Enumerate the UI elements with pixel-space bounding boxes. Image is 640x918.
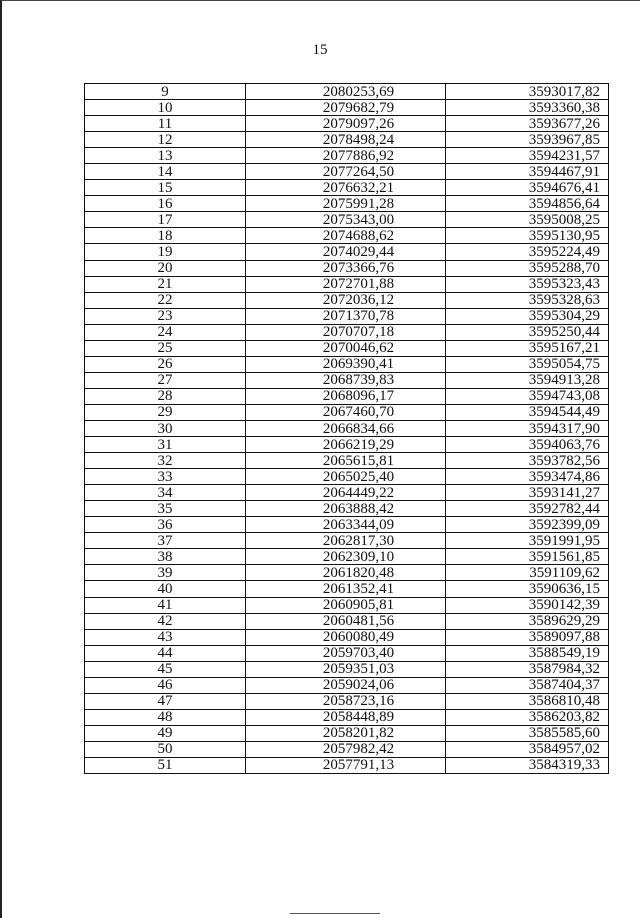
x-coordinate-cell: 2065025,40	[246, 469, 446, 485]
table-row	[85, 100, 609, 116]
table-row	[85, 372, 609, 388]
y-coordinate-cell: 3593677,26	[446, 116, 609, 132]
y-coordinate-cell: 3586810,48	[446, 693, 609, 709]
footer-line	[290, 913, 380, 914]
y-coordinate-cell: 3595323,43	[446, 276, 609, 292]
point-number-cell: 14	[85, 164, 246, 180]
table-row	[85, 276, 609, 292]
table-row	[85, 228, 609, 244]
x-coordinate-cell: 2075343,00	[246, 212, 446, 228]
y-coordinate-cell: 3595304,29	[446, 308, 609, 324]
y-coordinate-cell: 3587984,32	[446, 661, 609, 677]
point-number-cell: 32	[85, 453, 246, 469]
point-number-cell: 33	[85, 469, 246, 485]
point-number-cell: 20	[85, 260, 246, 276]
page-number: 15	[312, 42, 328, 58]
point-number-cell: 48	[85, 709, 246, 725]
x-coordinate-cell: 2069390,41	[246, 356, 446, 372]
y-coordinate-cell: 3595167,21	[446, 340, 609, 356]
x-coordinate-cell: 2064449,22	[246, 485, 446, 501]
x-coordinate-cell: 2058448,89	[246, 709, 446, 725]
x-coordinate-cell: 2059703,40	[246, 645, 446, 661]
x-coordinate-cell: 2077886,92	[246, 148, 446, 164]
x-coordinate-cell: 2068739,83	[246, 372, 446, 388]
y-coordinate-cell: 3594913,28	[446, 372, 609, 388]
x-coordinate-cell: 2057982,42	[246, 741, 446, 757]
x-coordinate-cell: 2074029,44	[246, 244, 446, 260]
table-row	[85, 437, 609, 453]
y-coordinate-cell: 3591561,85	[446, 549, 609, 565]
x-coordinate-cell: 2072036,12	[246, 292, 446, 308]
y-coordinate-cell: 3594063,76	[446, 437, 609, 453]
table-row	[85, 148, 609, 164]
coordinates-table	[84, 83, 609, 774]
y-coordinate-cell: 3590636,15	[446, 581, 609, 597]
x-coordinate-cell: 2063344,09	[246, 517, 446, 533]
y-coordinate-cell: 3595224,49	[446, 244, 609, 260]
x-coordinate-cell: 2078498,24	[246, 132, 446, 148]
point-number-cell: 31	[85, 437, 246, 453]
point-number-cell: 36	[85, 517, 246, 533]
x-coordinate-cell: 2075991,28	[246, 196, 446, 212]
table-row	[85, 388, 609, 404]
point-number-cell: 41	[85, 597, 246, 613]
y-coordinate-cell: 3594467,91	[446, 164, 609, 180]
table-row	[85, 260, 609, 276]
y-coordinate-cell: 3594743,08	[446, 388, 609, 404]
y-coordinate-cell: 3590142,39	[446, 597, 609, 613]
table-row	[85, 196, 609, 212]
y-coordinate-cell: 3593782,56	[446, 453, 609, 469]
x-coordinate-cell: 2059351,03	[246, 661, 446, 677]
x-coordinate-cell: 2058201,82	[246, 725, 446, 741]
table-row	[85, 613, 609, 629]
x-coordinate-cell: 2057791,13	[246, 757, 446, 773]
point-number-cell: 37	[85, 533, 246, 549]
point-number-cell: 34	[85, 485, 246, 501]
table-row	[85, 501, 609, 517]
x-coordinate-cell: 2062309,10	[246, 549, 446, 565]
x-coordinate-cell: 2070046,62	[246, 340, 446, 356]
y-coordinate-cell: 3595130,95	[446, 228, 609, 244]
point-number-cell: 50	[85, 741, 246, 757]
x-coordinate-cell: 2074688,62	[246, 228, 446, 244]
y-coordinate-cell: 3594317,90	[446, 420, 609, 436]
table-row	[85, 629, 609, 645]
x-coordinate-cell: 2077264,50	[246, 164, 446, 180]
table-row	[85, 324, 609, 340]
y-coordinate-cell: 3594676,41	[446, 180, 609, 196]
y-coordinate-cell: 3592399,09	[446, 517, 609, 533]
point-number-cell: 11	[85, 116, 246, 132]
point-number-cell: 24	[85, 324, 246, 340]
table-row	[85, 517, 609, 533]
table-row	[85, 116, 609, 132]
point-number-cell: 22	[85, 292, 246, 308]
x-coordinate-cell: 2073366,76	[246, 260, 446, 276]
point-number-cell: 26	[85, 356, 246, 372]
point-number-cell: 51	[85, 757, 246, 773]
point-number-cell: 13	[85, 148, 246, 164]
table-row	[85, 420, 609, 436]
point-number-cell: 25	[85, 340, 246, 356]
table-row	[85, 565, 609, 581]
coordinates-table-body	[85, 84, 609, 774]
table-row	[85, 212, 609, 228]
x-coordinate-cell: 2072701,88	[246, 276, 446, 292]
point-number-cell: 17	[85, 212, 246, 228]
point-number-cell: 39	[85, 565, 246, 581]
y-coordinate-cell: 3587404,37	[446, 677, 609, 693]
table-row	[85, 661, 609, 677]
y-coordinate-cell: 3594856,64	[446, 196, 609, 212]
point-number-cell: 19	[85, 244, 246, 260]
x-coordinate-cell: 2060905,81	[246, 597, 446, 613]
y-coordinate-cell: 3593967,85	[446, 132, 609, 148]
table-row	[85, 725, 609, 741]
table-row	[85, 292, 609, 308]
table-row	[85, 485, 609, 501]
y-coordinate-cell: 3594231,57	[446, 148, 609, 164]
table-row	[85, 340, 609, 356]
x-coordinate-cell: 2070707,18	[246, 324, 446, 340]
x-coordinate-cell: 2076632,21	[246, 180, 446, 196]
table-row	[85, 404, 609, 420]
y-coordinate-cell: 3593017,82	[446, 84, 609, 100]
point-number-cell: 18	[85, 228, 246, 244]
point-number-cell: 35	[85, 501, 246, 517]
point-number-cell: 28	[85, 388, 246, 404]
y-coordinate-cell: 3589629,29	[446, 613, 609, 629]
y-coordinate-cell: 3595054,75	[446, 356, 609, 372]
y-coordinate-cell: 3595288,70	[446, 260, 609, 276]
x-coordinate-cell: 2066219,29	[246, 437, 446, 453]
point-number-cell: 30	[85, 420, 246, 436]
table-row	[85, 453, 609, 469]
y-coordinate-cell: 3594544,49	[446, 404, 609, 420]
x-coordinate-cell: 2062817,30	[246, 533, 446, 549]
x-coordinate-cell: 2071370,78	[246, 308, 446, 324]
table-row	[85, 549, 609, 565]
table-row	[85, 597, 609, 613]
y-coordinate-cell: 3586203,82	[446, 709, 609, 725]
x-coordinate-cell: 2067460,70	[246, 404, 446, 420]
x-coordinate-cell: 2059024,06	[246, 677, 446, 693]
table-row	[85, 741, 609, 757]
point-number-cell: 38	[85, 549, 246, 565]
table-row	[85, 84, 609, 100]
table-row	[85, 180, 609, 196]
table-row	[85, 164, 609, 180]
point-number-cell: 46	[85, 677, 246, 693]
x-coordinate-cell: 2060080,49	[246, 629, 446, 645]
table-row	[85, 356, 609, 372]
y-coordinate-cell: 3595250,44	[446, 324, 609, 340]
y-coordinate-cell: 3584957,02	[446, 741, 609, 757]
x-coordinate-cell: 2080253,69	[246, 84, 446, 100]
table-row	[85, 757, 609, 773]
point-number-cell: 29	[85, 404, 246, 420]
y-coordinate-cell: 3584319,33	[446, 757, 609, 773]
table-row	[85, 132, 609, 148]
y-coordinate-cell: 3593360,38	[446, 100, 609, 116]
x-coordinate-cell: 2079097,26	[246, 116, 446, 132]
y-coordinate-cell: 3589097,88	[446, 629, 609, 645]
table-row	[85, 581, 609, 597]
point-number-cell: 21	[85, 276, 246, 292]
point-number-cell: 47	[85, 693, 246, 709]
point-number-cell: 9	[85, 84, 246, 100]
x-coordinate-cell: 2079682,79	[246, 100, 446, 116]
y-coordinate-cell: 3595328,63	[446, 292, 609, 308]
point-number-cell: 40	[85, 581, 246, 597]
x-coordinate-cell: 2068096,17	[246, 388, 446, 404]
table-row	[85, 308, 609, 324]
x-coordinate-cell: 2066834,66	[246, 420, 446, 436]
point-number-cell: 27	[85, 372, 246, 388]
point-number-cell: 44	[85, 645, 246, 661]
x-coordinate-cell: 2060481,56	[246, 613, 446, 629]
point-number-cell: 15	[85, 180, 246, 196]
y-coordinate-cell: 3595008,25	[446, 212, 609, 228]
y-coordinate-cell: 3592782,44	[446, 501, 609, 517]
table-row	[85, 693, 609, 709]
point-number-cell: 49	[85, 725, 246, 741]
table-row	[85, 645, 609, 661]
y-coordinate-cell: 3593141,27	[446, 485, 609, 501]
x-coordinate-cell: 2061352,41	[246, 581, 446, 597]
y-coordinate-cell: 3585585,60	[446, 725, 609, 741]
point-number-cell: 43	[85, 629, 246, 645]
table-row	[85, 677, 609, 693]
point-number-cell: 45	[85, 661, 246, 677]
table-row	[85, 709, 609, 725]
point-number-cell: 23	[85, 308, 246, 324]
y-coordinate-cell: 3591109,62	[446, 565, 609, 581]
y-coordinate-cell: 3588549,19	[446, 645, 609, 661]
point-number-cell: 10	[85, 100, 246, 116]
x-coordinate-cell: 2063888,42	[246, 501, 446, 517]
x-coordinate-cell: 2065615,81	[246, 453, 446, 469]
table-row	[85, 244, 609, 260]
y-coordinate-cell: 3591991,95	[446, 533, 609, 549]
x-coordinate-cell: 2061820,48	[246, 565, 446, 581]
table-row	[85, 533, 609, 549]
point-number-cell: 16	[85, 196, 246, 212]
table-row	[85, 469, 609, 485]
point-number-cell: 42	[85, 613, 246, 629]
y-coordinate-cell: 3593474,86	[446, 469, 609, 485]
x-coordinate-cell: 2058723,16	[246, 693, 446, 709]
point-number-cell: 12	[85, 132, 246, 148]
